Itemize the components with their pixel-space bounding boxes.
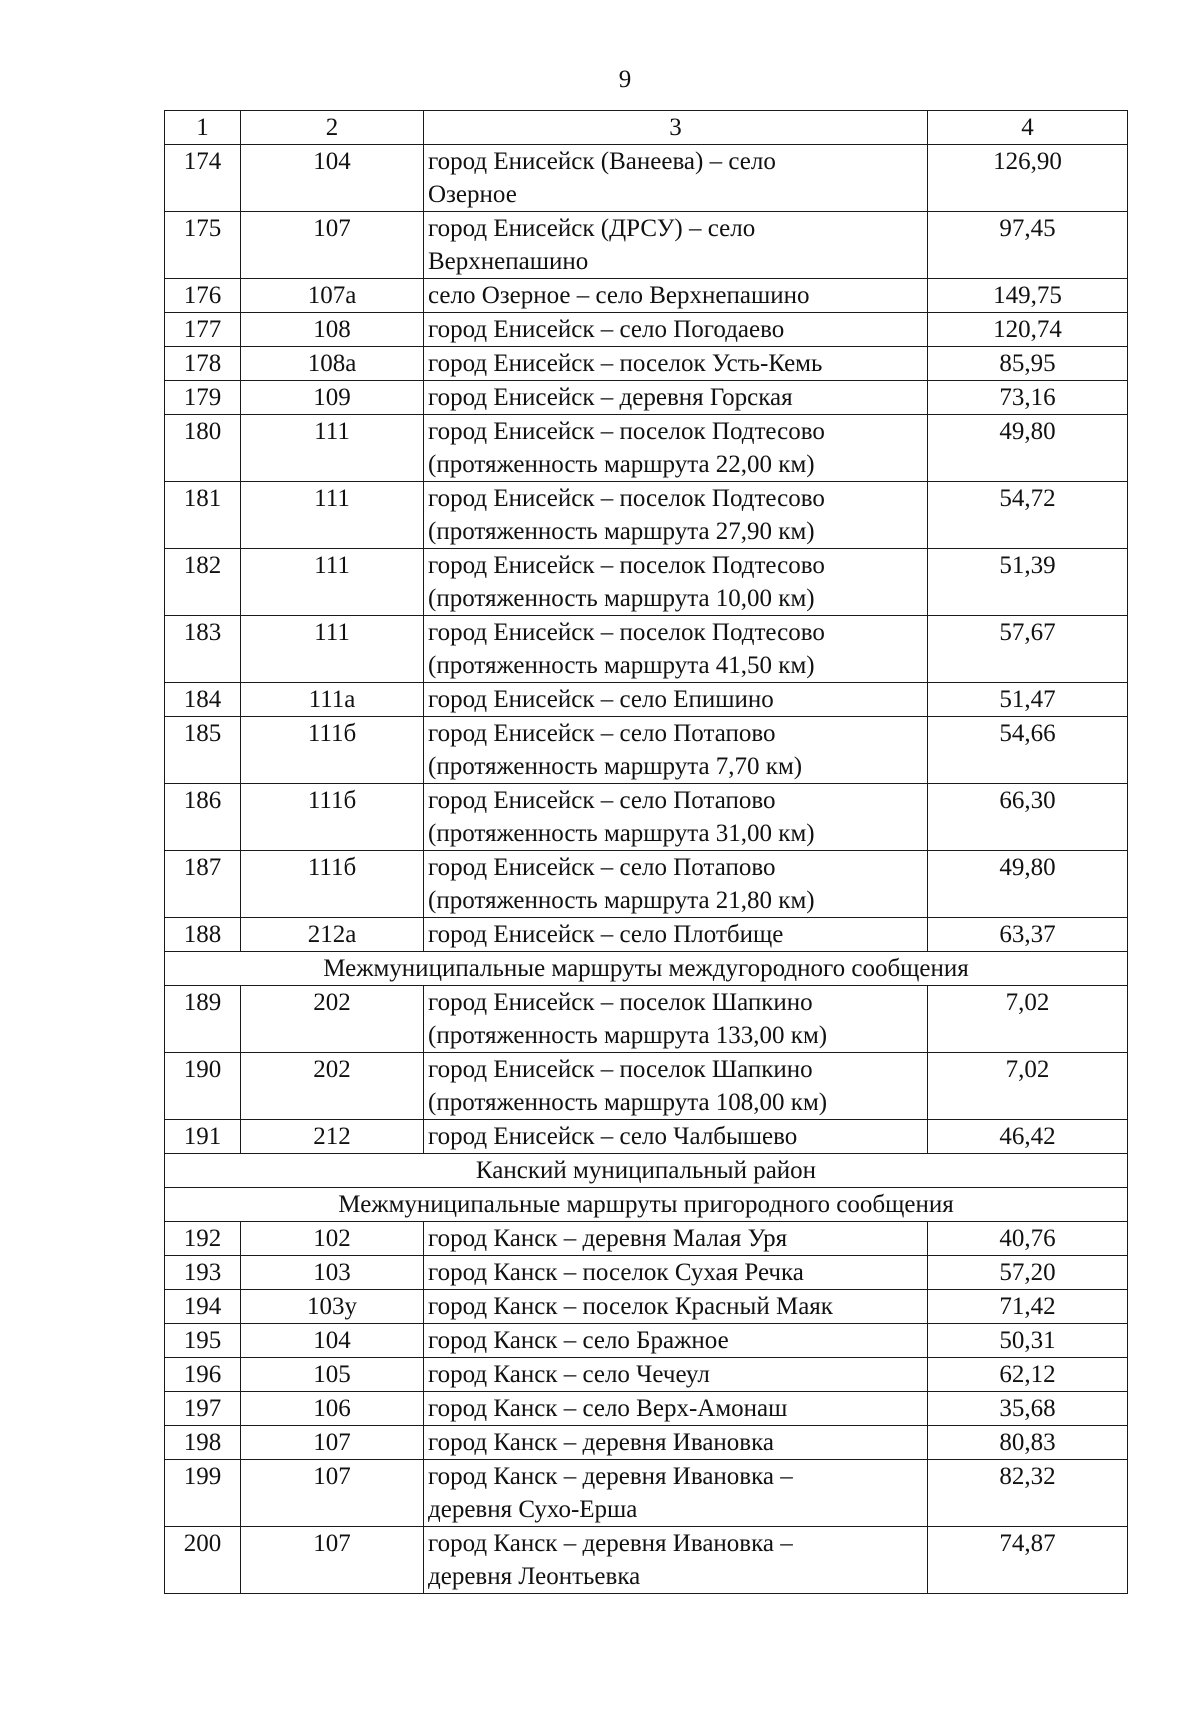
route-number-cell: 107 <box>241 1426 424 1460</box>
route-number-cell: 202 <box>241 986 424 1053</box>
route-name-cell: город Канск – деревня Ивановка – деревня Сухо-Ерша <box>424 1460 928 1527</box>
row-number-cell: 175 <box>165 212 241 279</box>
value-cell: 54,66 <box>928 717 1128 784</box>
row-number-cell: 179 <box>165 381 241 415</box>
value-cell: 71,42 <box>928 1290 1128 1324</box>
table-row <box>165 1222 1128 1256</box>
table-row <box>165 1053 1128 1120</box>
section-row <box>165 952 1128 986</box>
row-number-cell: 196 <box>165 1358 241 1392</box>
row-number-cell: 185 <box>165 717 241 784</box>
row-number-cell: 183 <box>165 616 241 683</box>
route-name-cell: город Канск – село Бражное <box>424 1324 928 1358</box>
route-number-cell: 106 <box>241 1392 424 1426</box>
route-name-cell: город Енисейск – поселок Усть-Кемь <box>424 347 928 381</box>
header-cell-4: 4 <box>928 111 1128 145</box>
table-row <box>165 482 1128 549</box>
route-name-cell: город Енисейск (Ванеева) – село Озерное <box>424 145 928 212</box>
route-number-cell: 108а <box>241 347 424 381</box>
row-number-cell: 199 <box>165 1460 241 1527</box>
table-row <box>165 279 1128 313</box>
table-row <box>165 1290 1128 1324</box>
route-name-cell: село Озерное – село Верхнепашино <box>424 279 928 313</box>
table-row <box>165 784 1128 851</box>
table-row <box>165 145 1128 212</box>
header-cell-3: 3 <box>424 111 928 145</box>
route-name-cell: город Енисейск – село Потапово (протяженность маршрута 7,70 км) <box>424 717 928 784</box>
route-name-cell: город Енисейск – поселок Шапкино (протяженность маршрута 133,00 км) <box>424 986 928 1053</box>
route-name-cell: город Канск – село Верх-Амонаш <box>424 1392 928 1426</box>
route-name-cell: город Енисейск (ДРСУ) – село Верхнепашино <box>424 212 928 279</box>
value-cell: 57,20 <box>928 1256 1128 1290</box>
table-row <box>165 1426 1128 1460</box>
route-number-cell: 212а <box>241 918 424 952</box>
row-number-cell: 178 <box>165 347 241 381</box>
table-row <box>165 918 1128 952</box>
route-name-cell: город Канск – поселок Сухая Речка <box>424 1256 928 1290</box>
value-cell: 82,32 <box>928 1460 1128 1527</box>
row-number-cell: 191 <box>165 1120 241 1154</box>
table-row <box>165 1120 1128 1154</box>
table-row <box>165 549 1128 616</box>
row-number-cell: 180 <box>165 415 241 482</box>
row-number-cell: 198 <box>165 1426 241 1460</box>
value-cell: 7,02 <box>928 986 1128 1053</box>
route-number-cell: 108 <box>241 313 424 347</box>
table-row <box>165 1527 1128 1594</box>
value-cell: 51,39 <box>928 549 1128 616</box>
value-cell: 57,67 <box>928 616 1128 683</box>
section-row <box>165 1154 1128 1188</box>
row-number-cell: 193 <box>165 1256 241 1290</box>
table-header-row <box>165 111 1128 145</box>
value-cell: 51,47 <box>928 683 1128 717</box>
table-row <box>165 381 1128 415</box>
row-number-cell: 200 <box>165 1527 241 1594</box>
route-name-cell: город Енисейск – село Епишино <box>424 683 928 717</box>
row-number-cell: 194 <box>165 1290 241 1324</box>
table-row <box>165 1324 1128 1358</box>
header-cell-1: 1 <box>165 111 241 145</box>
route-number-cell: 202 <box>241 1053 424 1120</box>
route-number-cell: 107 <box>241 212 424 279</box>
route-number-cell: 111 <box>241 415 424 482</box>
value-cell: 7,02 <box>928 1053 1128 1120</box>
value-cell: 50,31 <box>928 1324 1128 1358</box>
header-cell-2: 2 <box>241 111 424 145</box>
row-number-cell: 184 <box>165 683 241 717</box>
row-number-cell: 192 <box>165 1222 241 1256</box>
routes-table <box>164 110 1128 1594</box>
route-number-cell: 111б <box>241 851 424 918</box>
route-number-cell: 111а <box>241 683 424 717</box>
value-cell: 49,80 <box>928 415 1128 482</box>
section-title: Межмуниципальные маршруты пригородного сообщения <box>165 1188 1128 1222</box>
route-name-cell: город Енисейск – деревня Горская <box>424 381 928 415</box>
page-number: 9 <box>618 66 632 93</box>
value-cell: 40,76 <box>928 1222 1128 1256</box>
value-cell: 54,72 <box>928 482 1128 549</box>
row-number-cell: 189 <box>165 986 241 1053</box>
table-row <box>165 851 1128 918</box>
table-row <box>165 415 1128 482</box>
route-name-cell: город Енисейск – село Потапово (протяженность маршрута 31,00 км) <box>424 784 928 851</box>
row-number-cell: 187 <box>165 851 241 918</box>
route-number-cell: 107 <box>241 1527 424 1594</box>
table-row <box>165 1460 1128 1527</box>
route-name-cell: город Енисейск – поселок Шапкино (протяженность маршрута 108,00 км) <box>424 1053 928 1120</box>
section-title: Канский муниципальный район <box>165 1154 1128 1188</box>
table-row <box>165 683 1128 717</box>
row-number-cell: 186 <box>165 784 241 851</box>
table-row <box>165 347 1128 381</box>
route-number-cell: 111 <box>241 616 424 683</box>
row-number-cell: 176 <box>165 279 241 313</box>
route-number-cell: 104 <box>241 145 424 212</box>
row-number-cell: 177 <box>165 313 241 347</box>
route-number-cell: 107а <box>241 279 424 313</box>
value-cell: 120,74 <box>928 313 1128 347</box>
table-row <box>165 1392 1128 1426</box>
route-number-cell: 104 <box>241 1324 424 1358</box>
table-row <box>165 986 1128 1053</box>
value-cell: 85,95 <box>928 347 1128 381</box>
table-row <box>165 717 1128 784</box>
row-number-cell: 188 <box>165 918 241 952</box>
route-number-cell: 103 <box>241 1256 424 1290</box>
value-cell: 73,16 <box>928 381 1128 415</box>
table-row <box>165 616 1128 683</box>
row-number-cell: 181 <box>165 482 241 549</box>
route-name-cell: город Енисейск – поселок Подтесово (протяженность маршрута 10,00 км) <box>424 549 928 616</box>
section-title: Межмуниципальные маршруты междугородного сообщения <box>165 952 1128 986</box>
route-name-cell: город Енисейск – поселок Подтесово (протяженность маршрута 41,50 км) <box>424 616 928 683</box>
route-name-cell: город Енисейск – поселок Подтесово (протяженность маршрута 22,00 км) <box>424 415 928 482</box>
route-name-cell: город Енисейск – село Плотбище <box>424 918 928 952</box>
row-number-cell: 174 <box>165 145 241 212</box>
route-name-cell: город Енисейск – село Чалбышево <box>424 1120 928 1154</box>
route-name-cell: город Канск – село Чечеул <box>424 1358 928 1392</box>
route-number-cell: 111 <box>241 482 424 549</box>
route-number-cell: 107 <box>241 1460 424 1527</box>
table-row <box>165 1358 1128 1392</box>
value-cell: 126,90 <box>928 145 1128 212</box>
route-name-cell: город Енисейск – поселок Подтесово (протяженность маршрута 27,90 км) <box>424 482 928 549</box>
route-number-cell: 111б <box>241 784 424 851</box>
row-number-cell: 190 <box>165 1053 241 1120</box>
route-number-cell: 102 <box>241 1222 424 1256</box>
value-cell: 63,37 <box>928 918 1128 952</box>
table-row <box>165 212 1128 279</box>
route-name-cell: город Енисейск – село Потапово (протяженность маршрута 21,80 км) <box>424 851 928 918</box>
row-number-cell: 195 <box>165 1324 241 1358</box>
value-cell: 97,45 <box>928 212 1128 279</box>
route-name-cell: город Енисейск – село Погодаево <box>424 313 928 347</box>
value-cell: 35,68 <box>928 1392 1128 1426</box>
route-name-cell: город Канск – деревня Ивановка – деревня Леонтьевка <box>424 1527 928 1594</box>
value-cell: 62,12 <box>928 1358 1128 1392</box>
route-name-cell: город Канск – деревня Малая Уря <box>424 1222 928 1256</box>
route-number-cell: 111 <box>241 549 424 616</box>
section-row <box>165 1188 1128 1222</box>
row-number-cell: 197 <box>165 1392 241 1426</box>
row-number-cell: 182 <box>165 549 241 616</box>
route-number-cell: 212 <box>241 1120 424 1154</box>
value-cell: 149,75 <box>928 279 1128 313</box>
route-number-cell: 109 <box>241 381 424 415</box>
route-number-cell: 111б <box>241 717 424 784</box>
value-cell: 80,83 <box>928 1426 1128 1460</box>
table-row <box>165 1256 1128 1290</box>
route-name-cell: город Канск – поселок Красный Маяк <box>424 1290 928 1324</box>
value-cell: 74,87 <box>928 1527 1128 1594</box>
route-number-cell: 105 <box>241 1358 424 1392</box>
routes-table-body <box>165 111 1128 1594</box>
value-cell: 46,42 <box>928 1120 1128 1154</box>
value-cell: 66,30 <box>928 784 1128 851</box>
value-cell: 49,80 <box>928 851 1128 918</box>
route-number-cell: 103у <box>241 1290 424 1324</box>
table-row <box>165 313 1128 347</box>
route-name-cell: город Канск – деревня Ивановка <box>424 1426 928 1460</box>
